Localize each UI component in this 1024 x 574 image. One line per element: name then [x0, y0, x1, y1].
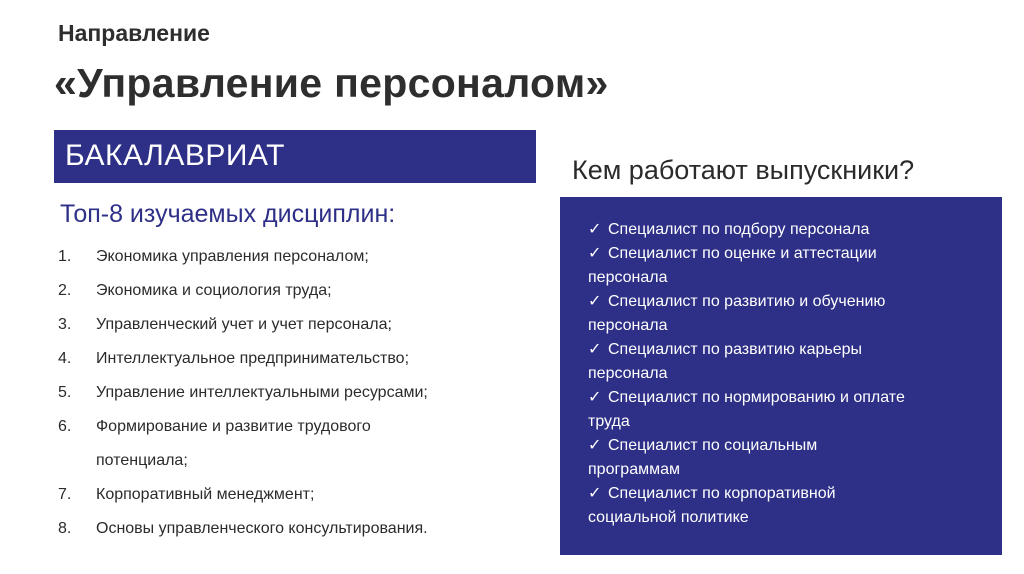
graduate-item [588, 482, 988, 530]
graduate-role-continuation: программам [588, 461, 680, 478]
discipline-text: Экономика и социология труда; [96, 282, 332, 299]
graduate-role: Специалист по корпоративной [608, 485, 836, 502]
checkmark-icon: ✓ [588, 437, 602, 454]
graduate-item [588, 434, 988, 482]
graduates-list [588, 218, 988, 530]
discipline-number: 8. [58, 520, 72, 537]
slide-title: «Управление персоналом» [54, 60, 609, 106]
discipline-number: 5. [58, 384, 72, 401]
discipline-text: Основы управленческого консультирования. [96, 520, 428, 537]
discipline-text: Формирование и развитие трудового [96, 418, 371, 435]
graduate-item [588, 290, 988, 338]
graduate-role: Специалист по оценке и аттестации [608, 245, 877, 262]
graduate-item [588, 386, 988, 434]
discipline-text: Экономика управления персоналом; [96, 248, 369, 265]
graduate-role-continuation: персонала [588, 365, 668, 382]
discipline-text: Управленческий учет и учет персонала; [96, 316, 392, 333]
checkmark-icon: ✓ [588, 293, 602, 310]
graduate-role-continuation: социальной политике [588, 509, 749, 526]
graduate-role: Специалист по развитию карьеры [608, 341, 863, 358]
discipline-text: Управление интеллектуальными ресурсами; [96, 384, 428, 401]
discipline-number: 6. [58, 418, 72, 435]
discipline-text: Интеллектуальное предпринимательство; [96, 350, 410, 367]
discipline-number: 2. [58, 282, 72, 299]
checkmark-icon: ✓ [588, 245, 602, 262]
graduates-panel [560, 197, 1002, 555]
checkmark-icon: ✓ [588, 221, 602, 238]
discipline-number: 3. [58, 316, 72, 333]
graduate-role: Специалист по подбору персонала [608, 221, 870, 238]
graduate-role-continuation: персонала [588, 317, 668, 334]
discipline-number: 7. [58, 486, 72, 503]
discipline-text: Корпоративный менеджмент; [96, 486, 315, 503]
discipline-number: 1. [58, 248, 72, 265]
graduate-item [588, 338, 988, 386]
graduate-role: Специалист по нормированию и оплате [608, 389, 905, 406]
graduate-role: Специалист по развитию и обучению [608, 293, 886, 310]
degree-banner-label: БАКАЛАВРИАТ [65, 139, 285, 172]
checkmark-icon: ✓ [588, 341, 602, 358]
graduate-role-continuation: труда [588, 413, 630, 430]
checkmark-icon: ✓ [588, 389, 602, 406]
slide-subtitle: Направление [58, 20, 210, 46]
graduates-question: Кем работают выпускники? [572, 155, 915, 185]
discipline-number: 4. [58, 350, 72, 367]
degree-banner [54, 130, 536, 183]
graduate-role-continuation: персонала [588, 269, 668, 286]
graduate-role: Специалист по социальным [608, 437, 818, 454]
disciplines-heading: Топ-8 изучаемых дисциплин: [60, 200, 396, 228]
graduate-item [588, 242, 988, 290]
checkmark-icon: ✓ [588, 485, 602, 502]
discipline-text-continuation: потенциала; [96, 452, 188, 469]
graduate-item [588, 218, 988, 242]
